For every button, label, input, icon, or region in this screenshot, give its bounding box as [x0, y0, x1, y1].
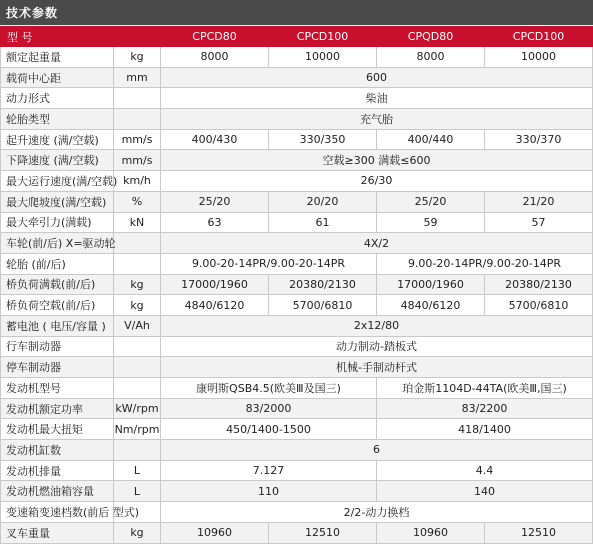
row-unit: kW/rpm	[114, 398, 161, 419]
row-value: 2x12/80	[161, 315, 593, 336]
table-row	[1, 109, 593, 130]
row-value: 330/350	[269, 129, 377, 150]
table-row	[1, 171, 593, 192]
table-row	[1, 336, 593, 357]
table-row	[1, 88, 593, 109]
row-value: 26/30	[161, 171, 593, 192]
header-model: CPQD80	[377, 27, 485, 47]
row-unit: L	[114, 481, 161, 502]
table-row	[1, 357, 593, 378]
row-value: 400/430	[161, 129, 269, 150]
row-label: 下降速度 (满/空载)	[1, 150, 114, 171]
row-unit	[114, 357, 161, 378]
row-value: 400/440	[377, 129, 485, 150]
table-row	[1, 502, 593, 523]
header-label: 型 号	[1, 27, 114, 47]
spec-table	[0, 26, 593, 544]
table-row	[1, 191, 593, 212]
row-unit: L	[114, 460, 161, 481]
row-label: 起升速度 (满/空载)	[1, 129, 114, 150]
row-value: 4X/2	[161, 233, 593, 254]
row-value: 20380/2130	[485, 274, 593, 295]
table-row	[1, 253, 593, 274]
row-unit: mm/s	[114, 129, 161, 150]
table-row	[1, 460, 593, 481]
row-unit: kN	[114, 212, 161, 233]
row-label: 最大牵引力(满载)	[1, 212, 114, 233]
row-unit: kg	[114, 47, 161, 68]
row-unit: kg	[114, 522, 161, 543]
table-row	[1, 233, 593, 254]
row-unit	[114, 233, 161, 254]
row-value: 140	[377, 481, 593, 502]
table-row	[1, 295, 593, 316]
row-value: 20/20	[269, 191, 377, 212]
row-unit: mm/s	[114, 150, 161, 171]
row-value: 4840/6120	[377, 295, 485, 316]
row-value: 10000	[269, 47, 377, 68]
row-value: 空载≥300 满载≤600	[161, 150, 593, 171]
section-title: 技术参数	[6, 6, 59, 20]
row-value: 25/20	[377, 191, 485, 212]
row-value: 63	[161, 212, 269, 233]
table-row	[1, 440, 593, 461]
row-value: 4840/6120	[161, 295, 269, 316]
row-value: 20380/2130	[269, 274, 377, 295]
table-row	[1, 274, 593, 295]
header-model: CPCD80	[161, 27, 269, 47]
row-value: 450/1400-1500	[161, 419, 377, 440]
table-row	[1, 315, 593, 336]
row-value: 7.127	[161, 460, 377, 481]
row-label: 最大运行速度(满/空载)	[1, 171, 114, 192]
row-value: 17000/1960	[377, 274, 485, 295]
row-unit	[114, 253, 161, 274]
row-value: 330/370	[485, 129, 593, 150]
row-value: 康明斯QSB4.5(欧美Ⅲ及国三)	[161, 378, 377, 399]
row-label: 蓄电池 ( 电压/容量 )	[1, 315, 114, 336]
row-value: 110	[161, 481, 377, 502]
row-value: 4.4	[377, 460, 593, 481]
row-value: 83/2200	[377, 398, 593, 419]
row-value: 61	[269, 212, 377, 233]
row-unit	[114, 109, 161, 130]
row-label: 最大爬坡度(满/空载)	[1, 191, 114, 212]
row-value: 9.00-20-14PR/9.00-20-14PR	[161, 253, 377, 274]
header-model: CPCD100	[269, 27, 377, 47]
row-value: 充气胎	[161, 109, 593, 130]
row-value: 10960	[161, 522, 269, 543]
row-unit	[114, 440, 161, 461]
row-label: 发动机型号	[1, 378, 114, 399]
table-row	[1, 522, 593, 543]
row-unit: kg	[114, 274, 161, 295]
row-value: 10960	[377, 522, 485, 543]
row-unit: mm	[114, 67, 161, 88]
row-unit	[114, 378, 161, 399]
row-value: 5700/6810	[269, 295, 377, 316]
table-row	[1, 129, 593, 150]
header-model: CPCD100	[485, 27, 593, 47]
row-label: 桥负荷空载(前/后)	[1, 295, 114, 316]
row-value: 12510	[485, 522, 593, 543]
row-label: 轮胎 (前/后)	[1, 253, 114, 274]
row-label: 动力形式	[1, 88, 114, 109]
row-label: 载荷中心距	[1, 67, 114, 88]
header-unit	[114, 27, 161, 47]
table-header-row	[1, 27, 593, 47]
row-unit: V/Ah	[114, 315, 161, 336]
row-value: 12510	[269, 522, 377, 543]
row-value: 418/1400	[377, 419, 593, 440]
row-value: 机械-手制动杆式	[161, 357, 593, 378]
row-value: 25/20	[161, 191, 269, 212]
row-label: 发动机排量	[1, 460, 114, 481]
row-unit	[114, 336, 161, 357]
row-value: 9.00-20-14PR/9.00-20-14PR	[377, 253, 593, 274]
row-label: 行车制动器	[1, 336, 114, 357]
table-row	[1, 398, 593, 419]
table-row	[1, 150, 593, 171]
row-unit: kg	[114, 295, 161, 316]
row-label: 轮胎类型	[1, 109, 114, 130]
table-row	[1, 47, 593, 68]
row-value: 动力制动-踏板式	[161, 336, 593, 357]
row-value: 柴油	[161, 88, 593, 109]
row-label: 车轮(前/后) X=驱动轮	[1, 233, 114, 254]
row-value: 59	[377, 212, 485, 233]
row-value: 10000	[485, 47, 593, 68]
row-label: 发动机燃油箱容量	[1, 481, 114, 502]
row-unit: km/h	[114, 171, 161, 192]
row-value: 珀金斯1104D-44TA(欧美Ⅲ,国三)	[377, 378, 593, 399]
row-unit: Nm/rpm	[114, 419, 161, 440]
row-value: 600	[161, 67, 593, 88]
table-row	[1, 67, 593, 88]
table-row	[1, 378, 593, 399]
row-value: 5700/6810	[485, 295, 593, 316]
row-label: 发动机额定功率	[1, 398, 114, 419]
table-row	[1, 212, 593, 233]
row-label: 叉车重量	[1, 522, 114, 543]
row-label: 变速箱变速档数(前后 型式)	[1, 502, 114, 523]
row-label: 发动机最大扭矩	[1, 419, 114, 440]
row-unit: %	[114, 191, 161, 212]
row-label: 发动机缸数	[1, 440, 114, 461]
row-label: 额定起重量	[1, 47, 114, 68]
row-value: 8000	[161, 47, 269, 68]
row-label: 桥负荷满载(前/后)	[1, 274, 114, 295]
table-row	[1, 419, 593, 440]
section-title-bar	[0, 0, 593, 25]
row-unit	[114, 88, 161, 109]
row-value: 83/2000	[161, 398, 377, 419]
row-value: 57	[485, 212, 593, 233]
row-value: 2/2-动力换档	[161, 502, 593, 523]
row-value: 17000/1960	[161, 274, 269, 295]
table-row	[1, 481, 593, 502]
row-label: 停车制动器	[1, 357, 114, 378]
row-value: 21/20	[485, 191, 593, 212]
row-value: 6	[161, 440, 593, 461]
row-value: 8000	[377, 47, 485, 68]
